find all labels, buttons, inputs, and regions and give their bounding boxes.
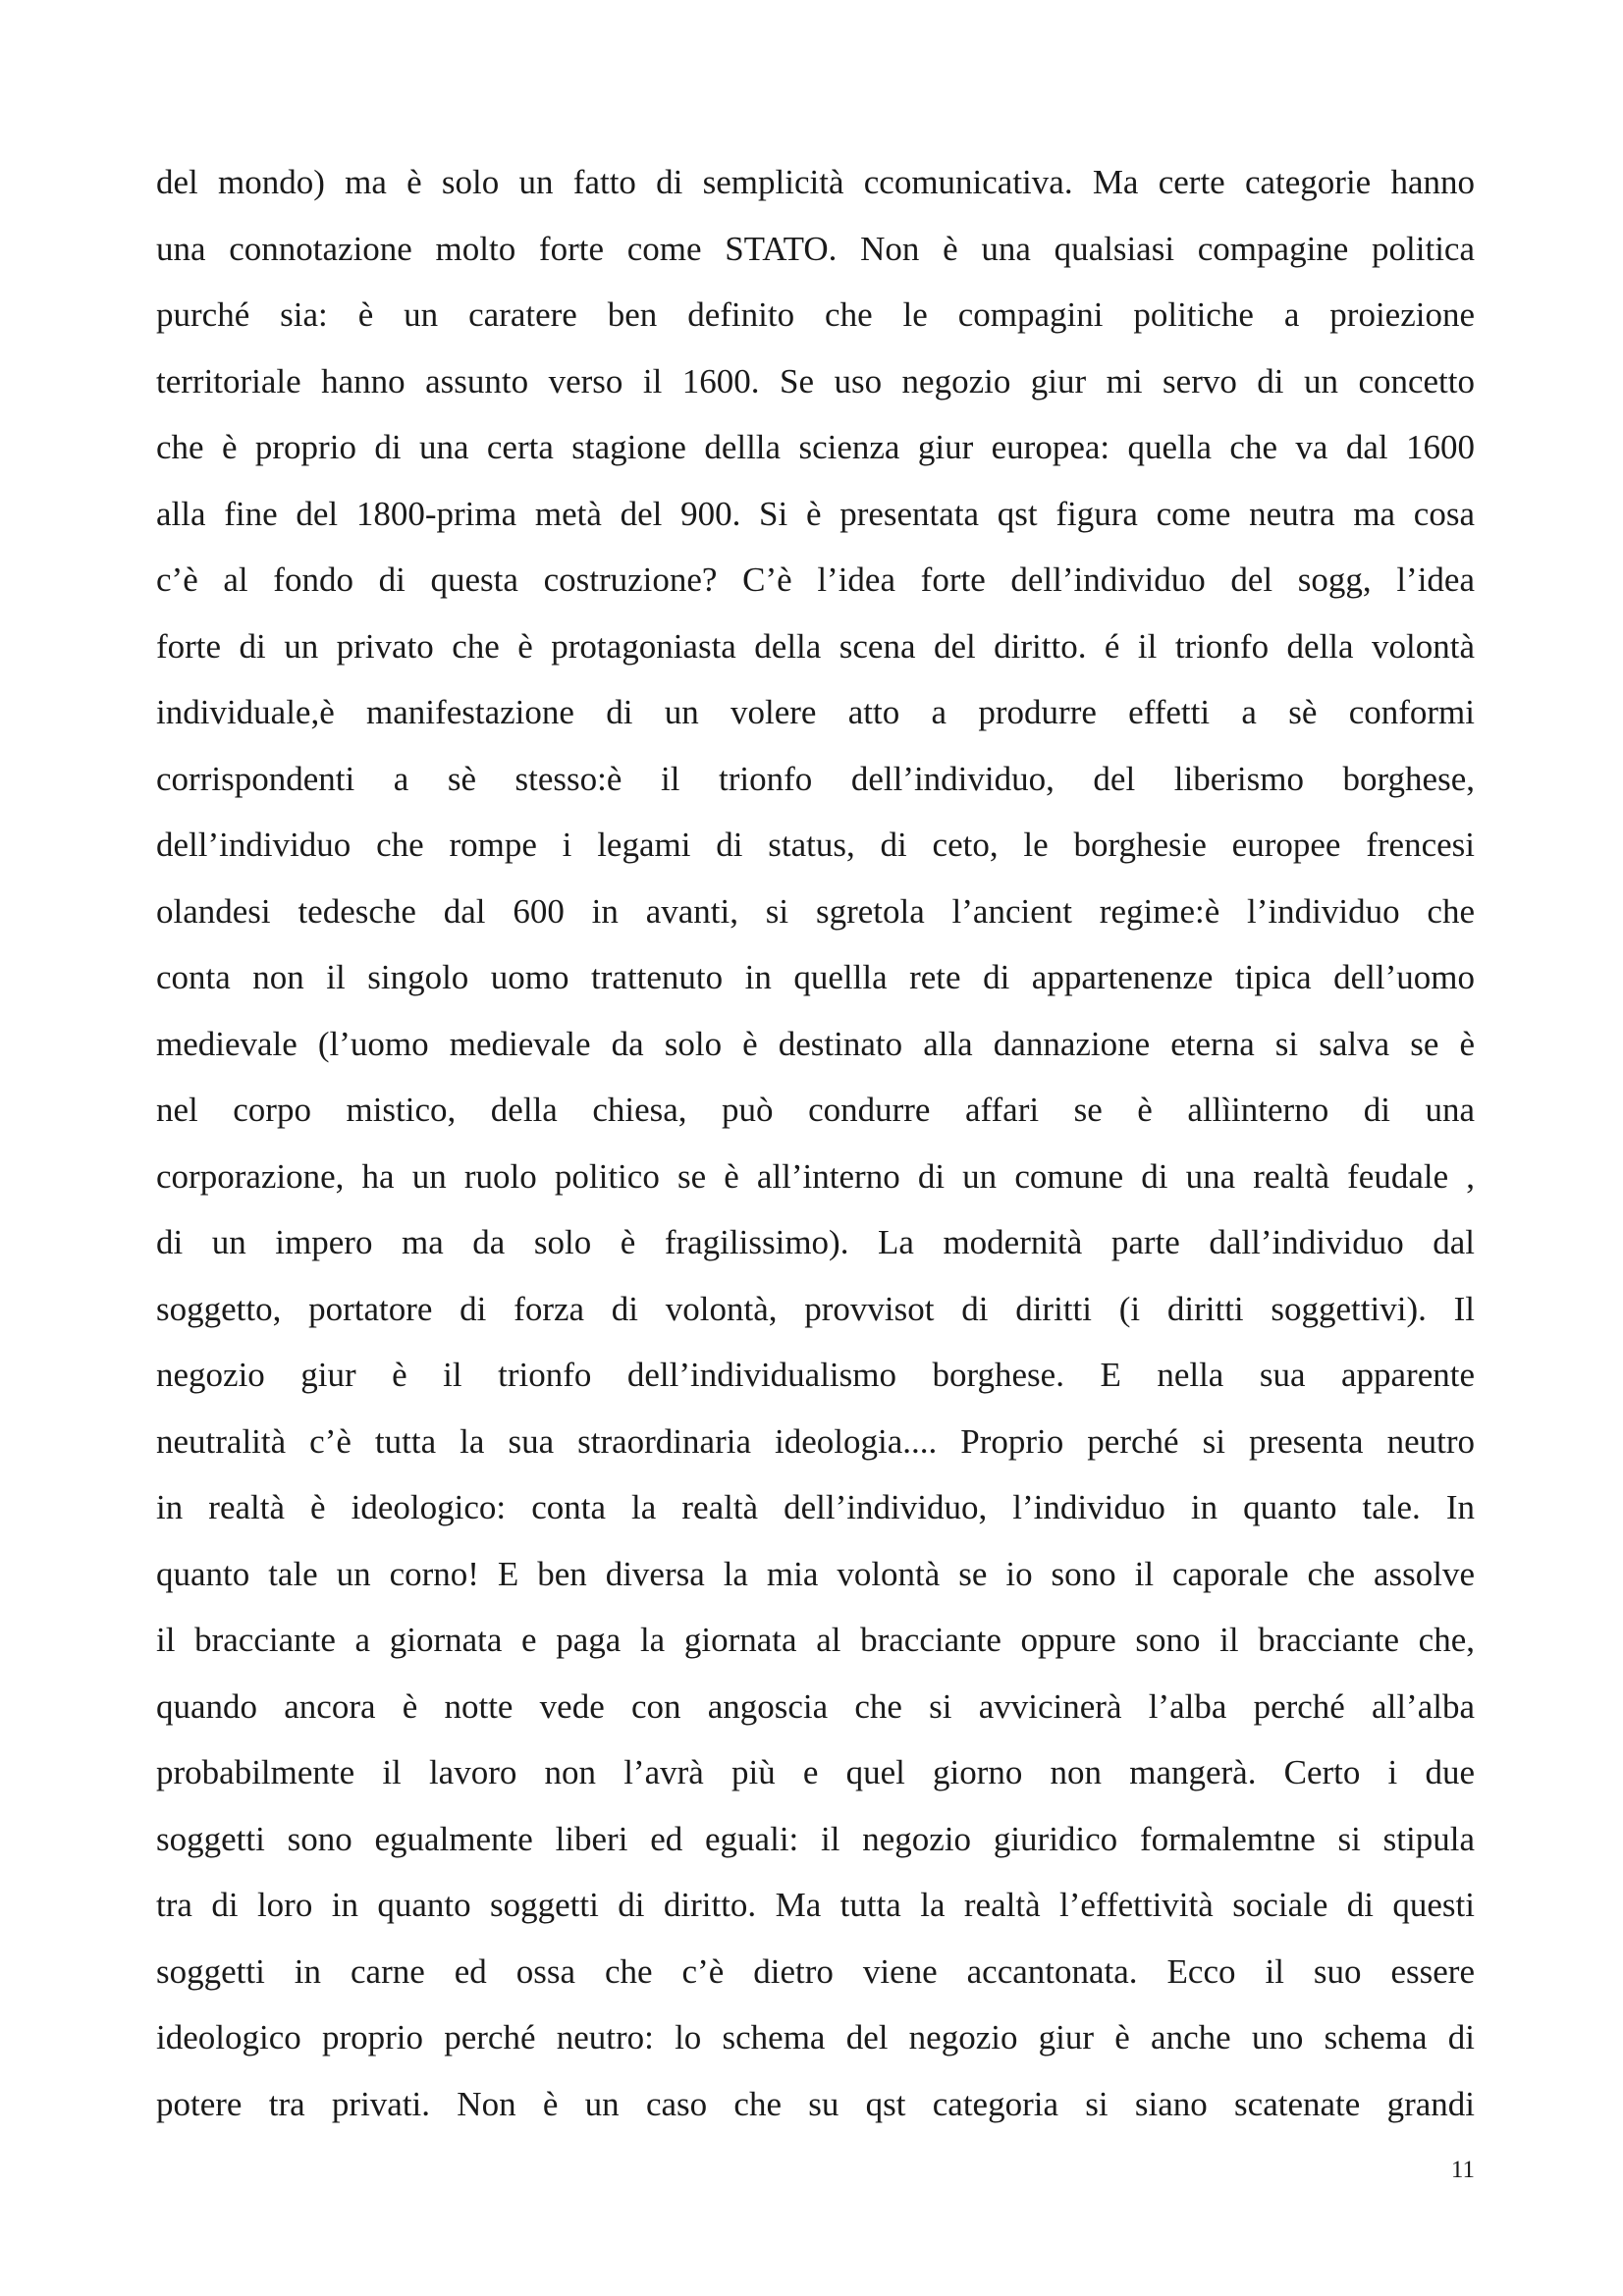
text-line: olandesi tedesche dal 600 in avanti, si sgretola l’ancient regime:è l’individuo che [156, 891, 1475, 931]
text-line: soggetti sono egualmente liberi ed eguali: il negozio giuridico formalemtne si stipula [156, 1819, 1475, 1858]
text-line: territoriale hanno assunto verso il 1600. Se uso negozio giur mi servo di un concetto [156, 361, 1475, 400]
text-line: quando ancora è notte vede con angoscia che si avvicinerà l’alba perché all’alba [156, 1686, 1475, 1726]
text-line: tra di loro in quanto soggetti di diritto. Ma tutta la realtà l’effettività sociale di questi [156, 1886, 1475, 1924]
text-line: c’è al fondo di questa costruzione? C’è l’idea forte dell’individuo del sogg, l’idea [156, 561, 1475, 599]
text-line: potere tra privati. Non è un caso che su qst categoria si siano scatenate grandi [156, 2084, 1475, 2123]
text-line: soggetto, portatore di forza di volontà, provvisot di diritti (i diritti soggettivi). Il [156, 1289, 1475, 1328]
text-line: ideologico proprio perché neutro: lo schema del negozio giur è anche uno schema di [156, 2018, 1475, 2056]
text-line: del mondo) ma è solo un fatto di semplicità ccomunicativa. Ma certe categorie hanno [156, 163, 1475, 201]
body-text [156, 149, 1475, 2137]
text-line: corporazione, ha un ruolo politico se è all’interno di un comune di una realtà feudale , [156, 1156, 1475, 1196]
text-line: conta non il singolo uomo trattenuto in quellla rete di appartenenze tipica dell’uomo [156, 958, 1475, 996]
page-number: 11 [1450, 2157, 1475, 2183]
text-line: corrispondenti a sè stesso:è il trionfo dell’individuo, del liberismo borghese, [156, 759, 1475, 798]
text-line: soggetti in carne ed ossa che c’è dietro viene accantonata. Ecco il suo essere [156, 1951, 1475, 1991]
text-line: di un impero ma da solo è fragilissimo). La modernità parte dall’individuo dal [156, 1223, 1475, 1261]
text-line: dell’individuo che rompe i legami di status, di ceto, le borghesie europee frencesi [156, 826, 1475, 864]
text-line: medievale (l’uomo medievale da solo è destinato alla dannazione eterna si salva se è [156, 1024, 1475, 1063]
text-line: il bracciante a giornata e paga la giornata al bracciante oppure sono il bracciante che, [156, 1621, 1475, 1659]
text-line: purché sia: è un caratere ben definito che le compagini politiche a proiezione [156, 295, 1475, 334]
text-line: negozio giur è il trionfo dell’individualismo borghese. E nella sua apparente [156, 1356, 1475, 1394]
text-line: quanto tale un corno! E ben diversa la mia volontà se io sono il caporale che assolve [156, 1554, 1475, 1593]
text-line: in realtà è ideologico: conta la realtà dell’individuo, l’individuo in quanto tale. In [156, 1488, 1475, 1526]
text-line: forte di un privato che è protagoniasta della scena del diritto. é il trionfo della volontà [156, 626, 1475, 666]
text-line: che è proprio di una certa stagione dellla scienza giur europea: quella che va dal 1600 [156, 428, 1475, 466]
text-line: individuale,è manifestazione di un volere atto a produrre effetti a sè conformi [156, 693, 1475, 731]
text-line: nel corpo mistico, della chiesa, può condurre affari se è allìinterno di una [156, 1091, 1475, 1129]
text-line: neutralità c’è tutta la sua straordinaria ideologia.... Proprio perché si presenta neutro [156, 1421, 1475, 1461]
text-line: probabilmente il lavoro non l’avrà più e quel giorno non mangerà. Certo i due [156, 1753, 1475, 1791]
text-line: una connotazione molto forte come STATO. Non è una qualsiasi compagine politica [156, 229, 1475, 268]
text-line: alla fine del 1800-prima metà del 900. Si è presentata qst figura come neutra ma cosa [156, 494, 1475, 533]
